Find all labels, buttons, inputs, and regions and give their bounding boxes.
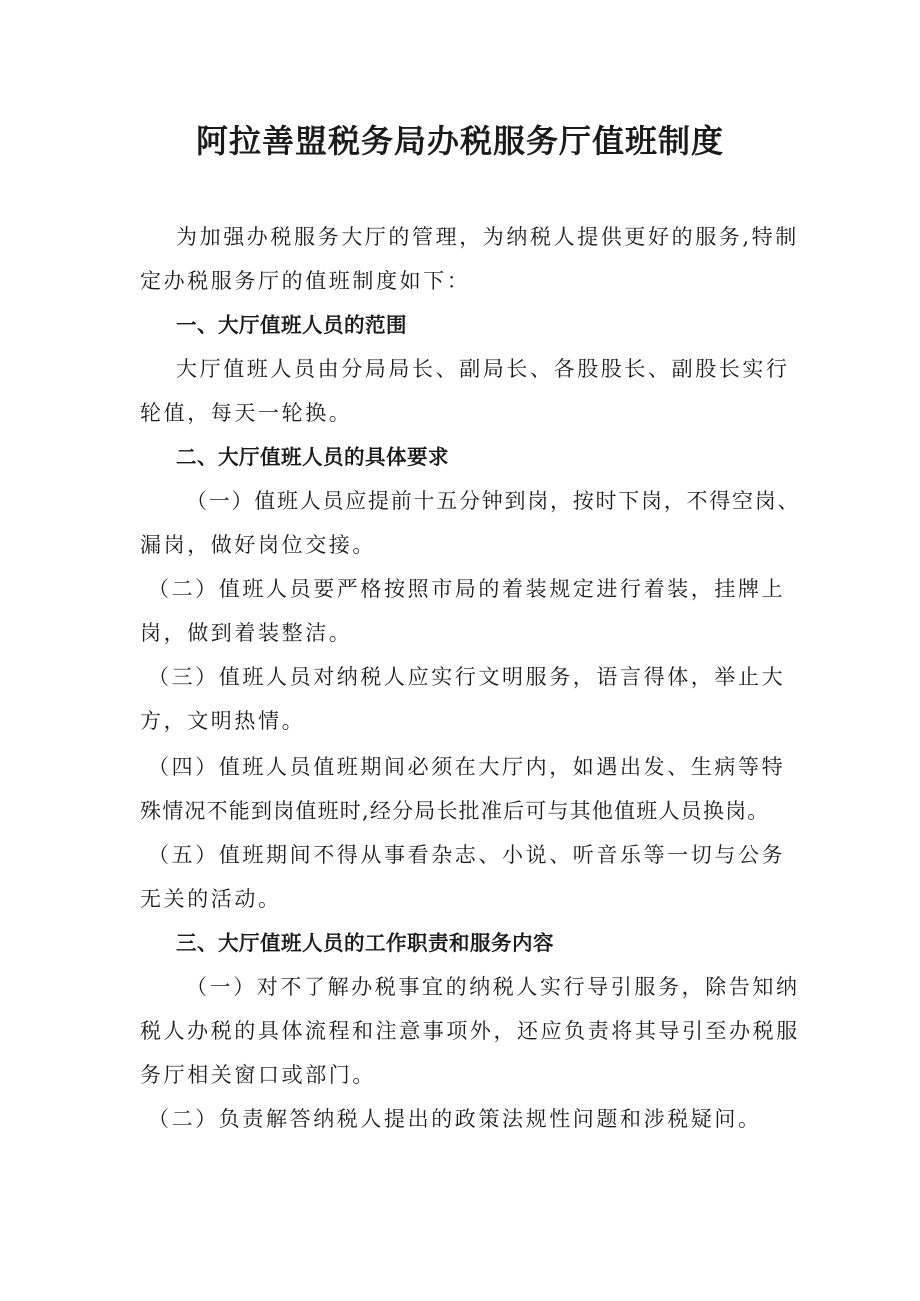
document-title: 阿拉善盟税务局办税服务厅值班制度 xyxy=(195,122,724,160)
section-2-item-5-line-1: （五）值班期间不得从事看杂志、小说、听音乐等一切与公务 xyxy=(148,843,786,867)
section-3-item-1-line-3: 务厅相关窗口或部门。 xyxy=(140,1063,376,1087)
section-3-heading: 三、大厅值班人员的工作职责和服务内容 xyxy=(176,931,554,955)
section-2-item-2-line-2: 岗，做到着装整洁。 xyxy=(140,621,353,645)
section-1-line-1: 大厅值班人员由分局局长、副局长、各股股长、副股长实行 xyxy=(176,357,790,381)
intro-line-2: 定办税服务厅的值班制度如下： xyxy=(140,269,471,293)
section-2-item-1-line-2: 漏岗，做好岗位交接。 xyxy=(140,533,376,557)
section-2-item-3-line-2: 方，文明热情。 xyxy=(140,709,306,733)
section-1-heading: 一、大厅值班人员的范围 xyxy=(176,313,407,337)
section-2-item-4-line-1: （四）值班人员值班期间必须在大厅内，如遇出发、生病等特 xyxy=(148,755,786,779)
section-2-item-1-line-1: （一）值班人员应提前十五分钟到岗，按时下岗，不得空岗、 xyxy=(186,489,801,513)
section-2-item-3-line-1: （三）值班人员对纳税人应实行文明服务，语言得体，举止大 xyxy=(148,665,786,689)
section-2-heading: 二、大厅值班人员的具体要求 xyxy=(176,445,449,469)
section-2-item-4-line-2: 殊情况不能到岗值班时,经分局长批准后可与其他值班人员换岗。 xyxy=(140,799,770,823)
section-2-item-5-line-2: 无关的活动。 xyxy=(140,887,282,911)
section-3-item-1-line-2: 税人办税的具体流程和注意事项外，还应负责将其导引至办税服 xyxy=(140,1019,800,1043)
section-2-item-2-line-1: （二）值班人员要严格按照市局的着装规定进行着装，挂牌上 xyxy=(148,577,786,601)
section-3-item-1-line-1: （一）对不了解办税事宜的纳税人实行导引服务，除告知纳 xyxy=(186,975,800,999)
section-1-line-2: 轮值，每天一轮换。 xyxy=(140,401,353,425)
intro-line-1: 为加强办税服务大厅的管理，为纳税人提供更好的服务,特制 xyxy=(176,225,799,249)
section-3-item-2-line-1: （二）负责解答纳税人提出的政策法规性问题和涉税疑问。 xyxy=(148,1107,762,1131)
